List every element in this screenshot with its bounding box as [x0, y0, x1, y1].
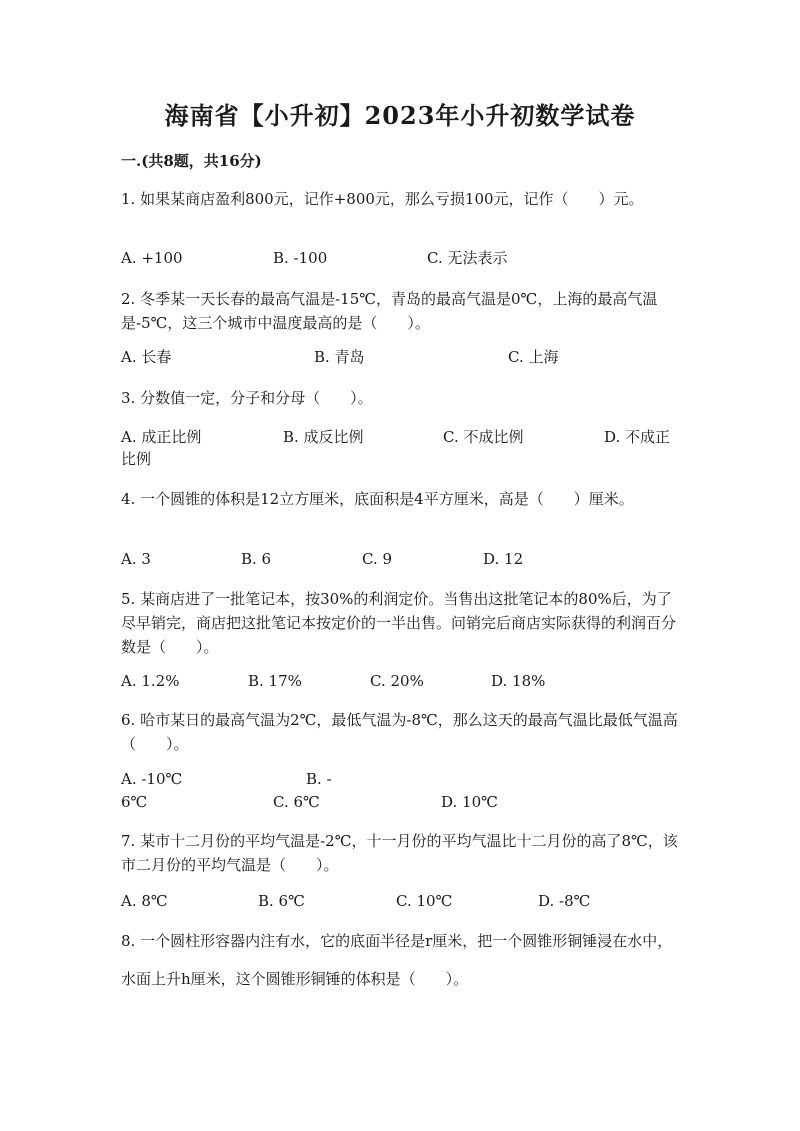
question-8-text: 8. 一个圆柱形容器内注有水，它的底面半径是r厘米，把一个圆锥形铜锤浸在水中，水面上升h厘米，这个圆锥形铜锤的体积是（ ）。 — [121, 932, 673, 988]
question-4-option-c: C. 9 — [362, 550, 393, 568]
question-6-option-b-wrap: 6℃ — [121, 793, 148, 811]
question-6-option-a: A. -10℃ — [121, 770, 183, 788]
question-5-option-d: D. 18% — [491, 672, 546, 690]
question-7-option-a: A. 8℃ — [121, 892, 168, 910]
question-1-option-b: B. -100 — [273, 249, 328, 267]
page-title: 海南省【小升初】2023年小升初数学试卷 — [164, 101, 636, 130]
question-2-option-b: B. 青岛 — [314, 348, 365, 366]
question-1-option-a: A. +100 — [121, 249, 183, 267]
question-2-option-c: C. 上海 — [508, 348, 559, 366]
section-heading: 一.(共8题，共16分) — [121, 152, 262, 170]
question-3-option-c: C. 不成比例 — [443, 428, 524, 446]
question-7-option-b: B. 6℃ — [258, 892, 305, 910]
question-3-option-d-wrap: 比例 — [121, 450, 152, 468]
question-6-option-d: D. 10℃ — [441, 793, 498, 811]
question-5-option-b: B. 17% — [248, 672, 302, 690]
question-5-text: 5. 某商店进了一批笔记本，按30%的利润定价。当售出这批笔记本的80%后，为了尽早销完，商店把这批笔记本按定价的一半出售。问销完后商店实际获得的利润百分数是（ ）。 — [121, 590, 677, 656]
question-4-option-a: A. 3 — [121, 550, 151, 568]
question-6-option-c: C. 6℃ — [273, 793, 320, 811]
question-5-option-c: C. 20% — [370, 672, 424, 690]
question-2-option-a: A. 长春 — [121, 348, 172, 366]
question-3-option-d: D. 不成正 — [604, 428, 671, 446]
question-1-option-c: C. 无法表示 — [427, 249, 508, 267]
question-7-text: 7. 某市十二月份的平均气温是-2℃，十一月份的平均气温比十二月份的高了8℃，该市二月份的平均气温是（ ）。 — [121, 832, 678, 874]
question-6-text: 6. 哈市某日的最高气温为2℃，最低气温为-8℃，那么这天的最高气温比最低气温高（ ）。 — [121, 711, 678, 753]
question-6-option-b: B. - — [306, 770, 332, 788]
question-4-option-b: B. 6 — [241, 550, 272, 568]
question-4-text: 4. 一个圆锥的体积是12立方厘米，底面积是4平方厘米，高是（ ）厘米。 — [121, 490, 634, 508]
question-3-option-b: B. 成反比例 — [283, 428, 364, 446]
question-3-option-a: A. 成正比例 — [121, 428, 202, 446]
question-7-option-c: C. 10℃ — [396, 892, 453, 910]
question-3-text: 3. 分数值一定，分子和分母（ ）。 — [121, 389, 373, 407]
question-5-option-a: A. 1.2% — [121, 672, 180, 690]
question-1-text: 1. 如果某商店盈利800元，记作+800元，那么亏损100元，记作（ ）元。 — [121, 190, 644, 208]
question-7-option-d: D. -8℃ — [538, 892, 591, 910]
question-4-option-d: D. 12 — [483, 550, 524, 568]
question-2-text: 2. 冬季某一天长春的最高气温是-15℃，青岛的最高气温是0℃，上海的最高气温是-5℃，这三个城市中温度最高的是（ ）。 — [121, 290, 658, 332]
